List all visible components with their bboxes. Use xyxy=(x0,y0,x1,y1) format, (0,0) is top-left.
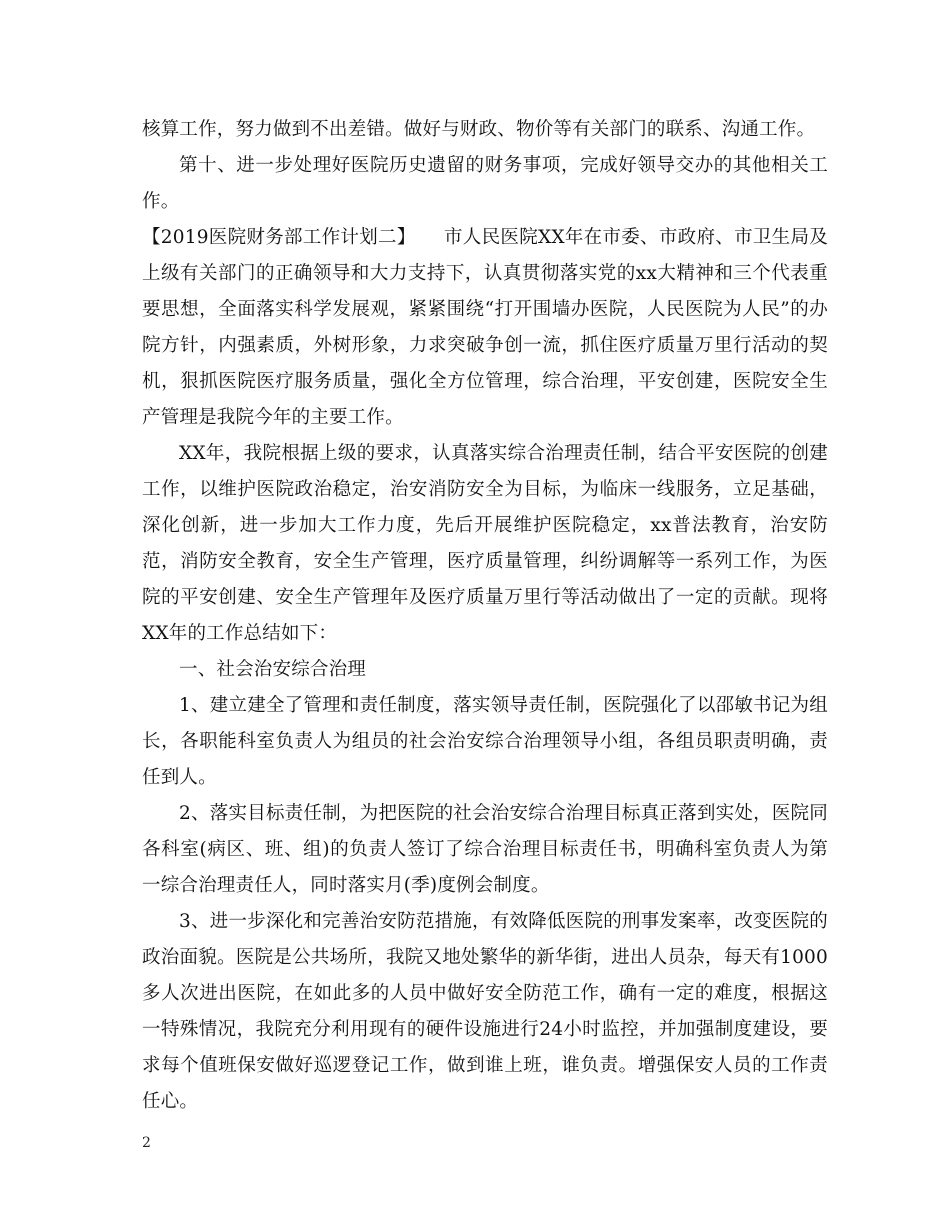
paragraph-item-ten: 第十、进一步处理好医院历史遗留的财务事项，完成好领导交办的其他相关工作。 xyxy=(142,155,828,212)
paragraph-plan-two-intro: 【2019医院财务部工作计划二】 市人民医院XX年在市委、市政府、市卫生局及上级有关部门的正确领导和大力支持下，认真贯彻落实党的xx大精神和三个代表重要思想，全面落实科学发展观，紧紧围绕“打开围墙办医院，人民医院为人民”的办院方针，内强素质，外树形象，力求突破争创一流，抓住医疗质量万里行活动的契机，狠抓医院医疗服务质量，强化全方位管理，综合治理，平安创建，医院安全生产管理是我院今年的主要工作。 xyxy=(142,227,828,428)
paragraph-point-two: 2、落实目标责任制，为把医院的社会治安综合治理目标真正落到实处，医院同各科室(病区、班、组)的负责人签订了综合治理目标责任书，明确科室负责人为第一综合治理责任人，同时落实月(季)度例会制度。 xyxy=(142,803,828,896)
section-heading-public-security: 一、社会治安综合治理 xyxy=(179,659,367,680)
paragraph-point-three: 3、进一步深化和完善治安防范措施，有效降低医院的刑事发案率，改变医院的政治面貌。医院是公共场所，我院又地处繁华的新华街，进出人员杂，每天有1000多人次进出医院，在如此多的人员中做好安全防范工作，确有一定的难度，根据这一特殊情况，我院充分利用现有的硬件设施进行24小时监控，并加强制度建设，要求每个值班保安做好巡逻登记工作，做到谁上班，谁负责。增强保安人员的工作责任心。 xyxy=(142,911,828,1112)
paragraph-annual-summary: XX年，我院根据上级的要求，认真落实综合治理责任制，结合平安医院的创建工作，以维护医院政治稳定，治安消防安全为目标，为临床一线服务，立足基础，深化创新，进一步加大工作力度，先后开展维护医院稳定，xx普法教育，治安防范，消防安全教育，安全生产管理，医疗质量管理，纠纷调解等一系列工作，为医院的平安创建、安全生产管理年及医疗质量万里行等活动做出了一定的贡献。现将XX年的工作总结如下： xyxy=(142,443,828,644)
paragraph-point-one: 1、建立建全了管理和责任制度，落实领导责任制，医院强化了以邵敏书记为组长，各职能科室负责人为组员的社会治安综合治理领导小组，各组员职责明确，责任到人。 xyxy=(142,695,828,788)
page-number: 2 xyxy=(142,1135,151,1151)
document-body xyxy=(142,112,828,1120)
paragraph-accounting-work: 核算工作，努力做到不出差错。做好与财政、物价等有关部门的联系、沟通工作。 xyxy=(142,119,816,140)
